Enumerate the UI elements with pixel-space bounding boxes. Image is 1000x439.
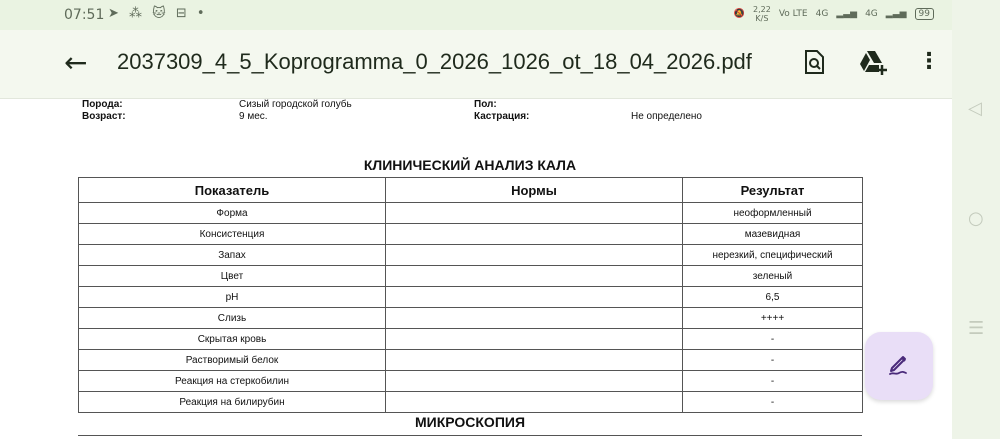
result-cell: -: [683, 392, 863, 413]
dnd-bell-icon: 🔕: [733, 9, 745, 19]
indicator-cell: Слизь: [79, 308, 386, 329]
system-nav-strip: [952, 0, 1000, 439]
table-row: [79, 329, 863, 350]
result-cell: мазевидная: [683, 224, 863, 245]
table-row: [79, 371, 863, 392]
search-in-document-icon[interactable]: [803, 49, 827, 81]
indicator-cell: Реакция на билирубин: [79, 392, 386, 413]
norm-cell: [386, 245, 683, 266]
column-header-result: Результат: [683, 178, 863, 203]
result-cell: -: [683, 371, 863, 392]
column-header-norms: Нормы: [386, 178, 683, 203]
battery-icon: 99: [915, 8, 934, 20]
sex-label: Пол:: [474, 99, 497, 110]
analysis-table: [78, 177, 863, 413]
table-row: [79, 350, 863, 371]
norm-cell: [386, 350, 683, 371]
castration-label: Кастрация:: [474, 111, 530, 122]
breed-value: Сизый городской голубь: [239, 99, 352, 110]
nav-home-icon[interactable]: ○: [968, 208, 984, 229]
table-row: [79, 266, 863, 287]
table-row: [79, 203, 863, 224]
more-options-icon[interactable]: ⋮: [918, 49, 940, 74]
age-label: Возраст:: [82, 111, 126, 122]
table-row: [79, 245, 863, 266]
notification-icons: ➤ ⁂ 🐱 ⊟ •: [108, 6, 208, 21]
norm-cell: [386, 371, 683, 392]
indicator-cell: Форма: [79, 203, 386, 224]
report-title: КЛИНИЧЕСКИЙ АНАЛИЗ КАЛА: [363, 157, 577, 173]
indicator-cell: Цвет: [79, 266, 386, 287]
castration-value: Не определено: [631, 111, 702, 122]
indicator-cell: Растворимый белок: [79, 350, 386, 371]
annotate-fab-button[interactable]: [865, 332, 933, 400]
indicator-cell: Реакция на стеркобилин: [79, 371, 386, 392]
result-cell: нерезкий, специфический: [683, 245, 863, 266]
indicator-cell: Запах: [79, 245, 386, 266]
age-value: 9 мес.: [239, 111, 268, 122]
column-header-indicator: Показатель: [79, 178, 386, 203]
pdf-page: [0, 99, 952, 439]
add-to-drive-icon[interactable]: [858, 49, 888, 81]
app-bar: [0, 30, 952, 99]
section-microscopy-title: МИКРОСКОПИЯ: [414, 414, 526, 430]
result-cell: зеленый: [683, 266, 863, 287]
norm-cell: [386, 224, 683, 245]
result-cell: -: [683, 329, 863, 350]
table-row: [79, 308, 863, 329]
nav-back-icon[interactable]: ◁: [968, 98, 982, 119]
norm-cell: [386, 287, 683, 308]
microscopy-table-top: [78, 435, 862, 439]
norm-cell: [386, 203, 683, 224]
table-row: [79, 287, 863, 308]
table-header-row: [79, 178, 863, 203]
network-type-2: 4G: [865, 9, 878, 19]
indicator-cell: Скрытая кровь: [79, 329, 386, 350]
status-time: 07:51: [64, 7, 105, 23]
result-cell: -: [683, 350, 863, 371]
pen-edit-icon: [886, 351, 912, 381]
net-speed: 2,22 K/S: [753, 5, 771, 23]
signal-icon-2: ▂▃▅: [885, 9, 907, 19]
file-name-title: 2037309_4_5_Koprogramma_0_2026_1026_ot_18_04_2026.pdf: [117, 49, 752, 74]
signal-icon: ▂▃▅: [836, 9, 858, 19]
norm-cell: [386, 308, 683, 329]
volte-label: Vo LTE: [778, 9, 808, 19]
network-type-1: 4G: [815, 9, 829, 19]
result-cell: 6,5: [683, 287, 863, 308]
table-row: [79, 224, 863, 245]
result-cell: ++++: [683, 308, 863, 329]
breed-label: Порода:: [82, 99, 123, 110]
indicator-cell: Консистенция: [79, 224, 386, 245]
norm-cell: [386, 329, 683, 350]
back-arrow-icon[interactable]: ←: [64, 46, 88, 79]
status-bar: [0, 0, 952, 30]
nav-recents-icon[interactable]: ☰: [968, 318, 985, 339]
system-indicators: [734, 5, 934, 23]
norm-cell: [386, 266, 683, 287]
indicator-cell: pH: [79, 287, 386, 308]
result-cell: неоформленный: [683, 203, 863, 224]
